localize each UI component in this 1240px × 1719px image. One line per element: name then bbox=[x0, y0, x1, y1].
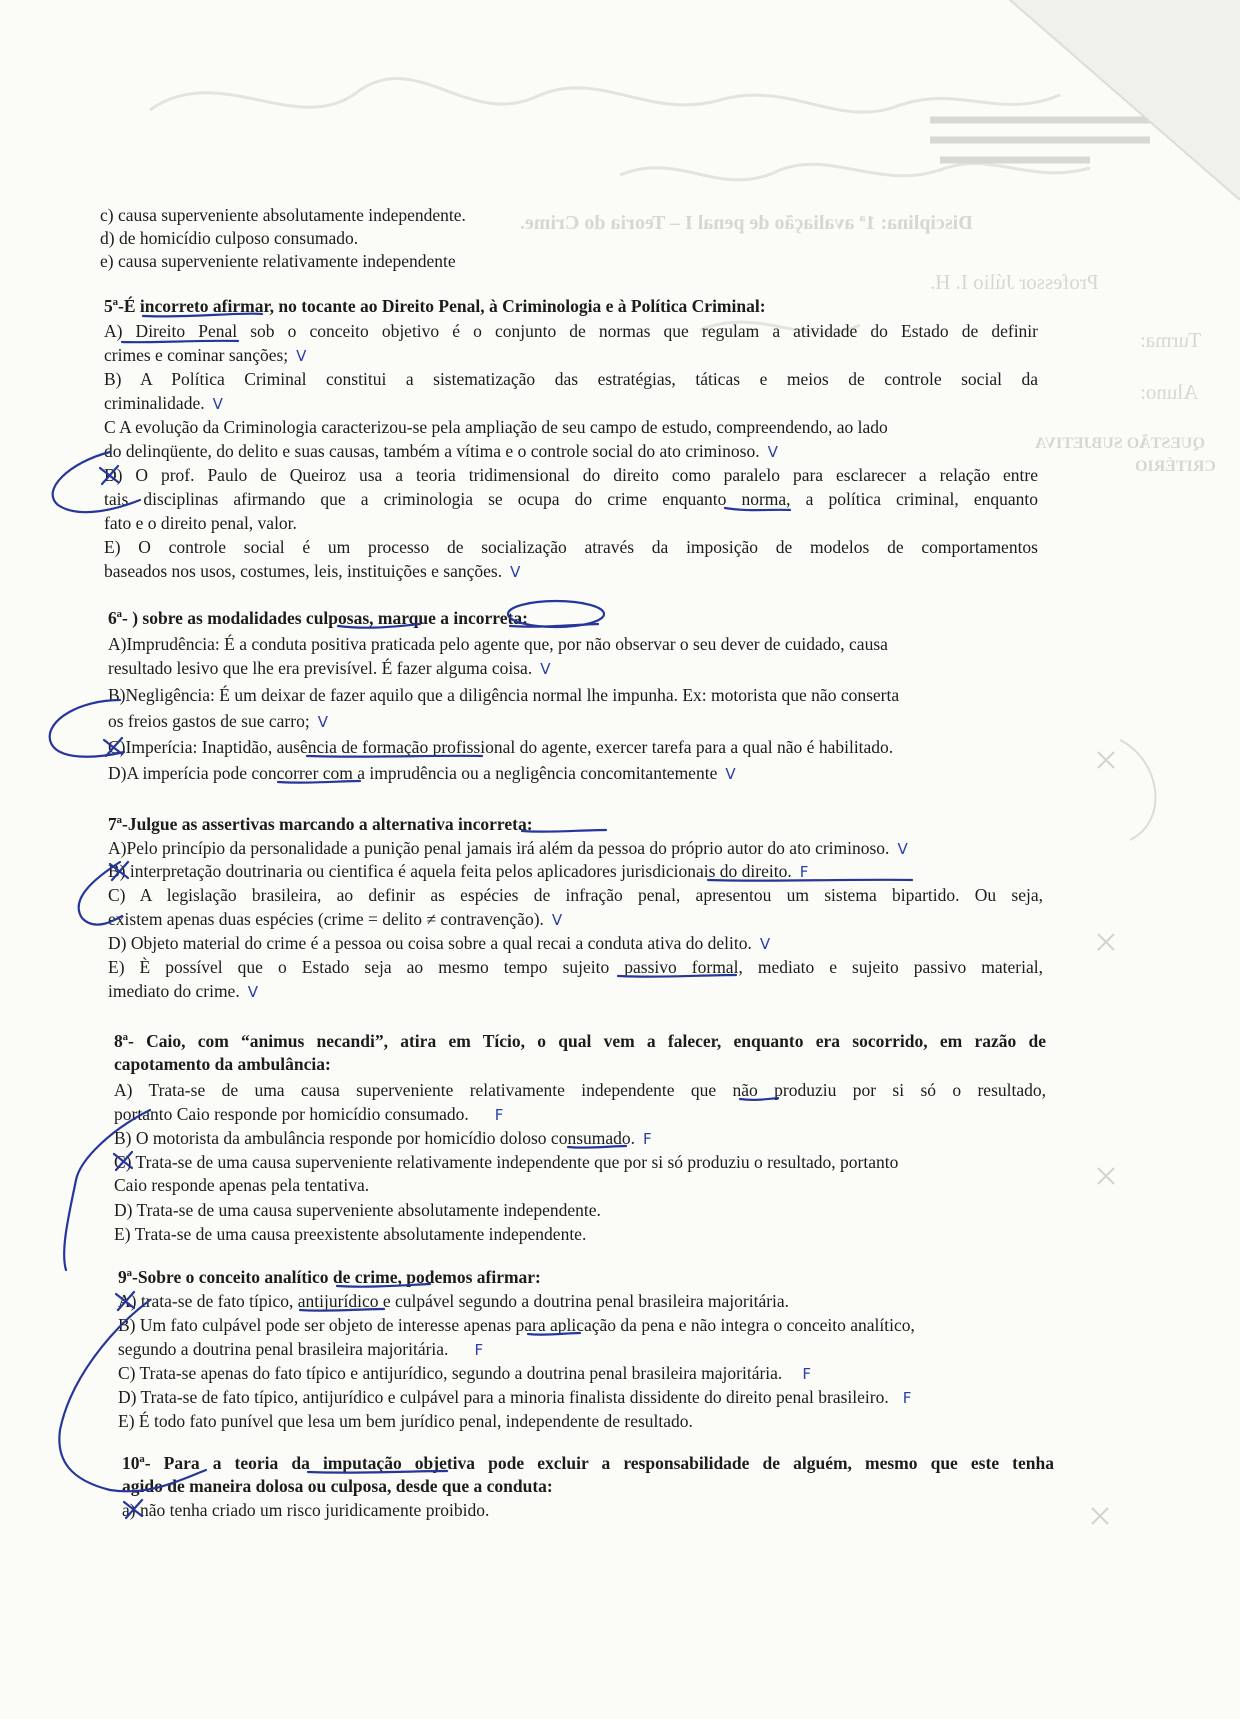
q6-option-c: C)Imperícia: Inaptidão, ausência de formação profissional do agente, exercer tarefa para a qual não é habilitado. bbox=[108, 737, 894, 757]
q5-option-e-cont: baseados nos usos, costumes, leis, instituições e sanções. V bbox=[104, 561, 521, 581]
false-mark: F bbox=[802, 1365, 811, 1383]
q5-option-a-cont: crimes e cominar sanções; V bbox=[104, 345, 307, 365]
q8-option-d: D) Trata-se de uma causa superveniente absolutamente independente. bbox=[114, 1200, 601, 1220]
q5-option-c: C A evolução da Criminologia caracterizou-se pela ampliação de seu campo de estudo, compreendendo, ao lado bbox=[104, 417, 888, 437]
question-6-heading: 6ª- ) sobre as modalidades culposas, marque a incorreta: bbox=[108, 608, 528, 628]
bleed-section: QUESTÃO SUBJETIVA bbox=[1035, 435, 1205, 452]
q7-option-a: A)Pelo princípio da personalidade a punição penal jamais irá além da pessoa do próprio autor do ato criminoso. V bbox=[108, 838, 908, 858]
question-7-heading: 7ª-Julgue as assertivas marcando a alternativa incorreta: bbox=[108, 814, 533, 834]
check-mark: V bbox=[317, 713, 328, 731]
q5-option-b-cont: criminalidade. V bbox=[104, 393, 223, 413]
false-mark: F bbox=[494, 1106, 504, 1124]
question-8-heading: 8ª- Caio, com “animus necandi”, atira em Tício, o qual vem a falecer, enquanto era socorrido, em razão de bbox=[114, 1031, 1046, 1051]
q7-option-e: E) È possível que o Estado seja ao mesmo tempo sujeito passivo formal, mediato e sujeito passivo material, bbox=[108, 957, 1043, 977]
false-mark: F bbox=[643, 1130, 652, 1148]
option-d-q4: d) de homicídio culposo consumado. bbox=[100, 228, 359, 248]
question-8-heading-cont: capotamento da ambulância: bbox=[114, 1054, 331, 1074]
q9-option-b-cont: segundo a doutrina penal brasileira majoritária. F bbox=[118, 1339, 484, 1359]
q6-option-a: A)Imprudência: É a conduta positiva praticada pelo agente que, por não observar o seu dever de cuidado, causa bbox=[108, 634, 888, 654]
q5-option-b: B) A Política Criminal constitui a sistematização das estratégias, táticas e meios de controle social da bbox=[104, 369, 1038, 389]
q6-option-b-cont: os freios gastos de sue carro; V bbox=[108, 711, 328, 731]
option-e-q4: e) causa superveniente relativamente independente bbox=[100, 251, 456, 271]
q6-option-d: D)A imperícia pode concorrer com a imprudência ou a negligência concomitantemente V bbox=[108, 763, 736, 783]
false-mark: F bbox=[474, 1341, 484, 1359]
check-mark: V bbox=[725, 765, 736, 783]
q7-option-c: C) A legislação brasileira, ao definir as espécies de infração penal, apresentou um sistema bipartido. Ou seja, bbox=[108, 885, 1043, 905]
bleed-professor: Professor Júlio I. H. bbox=[930, 270, 1099, 294]
check-mark: V bbox=[296, 347, 307, 365]
check-mark: V bbox=[759, 935, 771, 953]
q9-option-c: C) Trata-se apenas do fato típico e antijurídico, segundo a doutrina penal brasileira majoritária. F bbox=[118, 1363, 811, 1383]
q7-option-b: B) interpretação doutrinaria ou cientifica é aquela feita pelos aplicadores jurisdicionais do direito. F bbox=[108, 861, 809, 881]
q9-option-a: A) trata-se de fato típico, antijurídico e culpável segundo a doutrina penal brasileira majoritária. bbox=[118, 1291, 790, 1311]
q8-option-a-cont: portanto Caio responde por homicídio consumado. F bbox=[114, 1104, 504, 1124]
check-mark: V bbox=[897, 840, 908, 858]
q8-option-c-cont: Caio responde apenas pela tentativa. bbox=[114, 1175, 370, 1195]
question-5-heading: 5ª-É incorreto afirmar, no tocante ao Direito Penal, à Criminologia e à Política Criminal: bbox=[104, 296, 766, 316]
q10-option-a: a) não tenha criado um risco juridicamente proibido. bbox=[122, 1500, 490, 1520]
q7-option-c-cont: existem apenas duas espécies (crime = delito ≠ contravenção). V bbox=[108, 909, 563, 929]
bleed-aluno: Aluno: bbox=[1140, 380, 1199, 404]
q5-option-c-cont: do delinqüente, do delito e suas causas, também a vítima e o controle social do ato criminoso. V bbox=[104, 441, 778, 461]
q7-option-d: D) Objeto material do crime é a pessoa ou coisa sobre a qual recai a conduta ativa do delito. V bbox=[108, 933, 771, 953]
question-10-heading-cont: agido de maneira dolosa ou culposa, desde que a conduta: bbox=[122, 1476, 553, 1496]
q9-option-d: D) Trata-se de fato típico, antijurídico e culpável para a minoria finalista dissidente do direito penal brasileiro. F bbox=[118, 1387, 912, 1407]
arc-q8-bottom bbox=[64, 1180, 76, 1270]
q8-option-c: C) Trata-se de uma causa superveniente relativamente independente que por si só produziu o resultado, portanto bbox=[114, 1152, 899, 1172]
question-9-heading: 9ª-Sobre o conceito analítico de crime, podemos afirmar: bbox=[118, 1267, 541, 1287]
bleed-discipline: Disciplina: 1ª avaliação de penal I – Teoria do Crime. bbox=[520, 212, 973, 234]
q8-option-b: B) O motorista da ambulância responde por homicídio doloso consumado. F bbox=[114, 1128, 652, 1148]
q8-option-a: A) Trata-se de uma causa superveniente relativamente independente que não produziu por si só o resultado, bbox=[114, 1080, 1046, 1100]
q5-option-d: D) O prof. Paulo de Queiroz usa a teoria tridimensional do direito como paralelo para esclarecer a relação entre bbox=[104, 465, 1038, 485]
option-c-q4: c) causa superveniente absolutamente independente. bbox=[100, 205, 466, 225]
q5-option-a: A) Direito Penal sob o conceito objetivo é o conjunto de normas que regulam a atividade do Estado de definir bbox=[104, 321, 1038, 341]
q5-option-d-cont: tais disciplinas afirmando que a criminologia se ocupa do crime enquanto norma, a política criminal, enquanto bbox=[104, 489, 1038, 509]
check-mark: V bbox=[767, 443, 778, 461]
q5-option-e: E) O controle social é um processo de socialização através da imposição de modelos de comportamentos bbox=[104, 537, 1038, 557]
q9-option-e: E) É todo fato punível que lesa um bem jurídico penal, independente de resultado. bbox=[118, 1411, 693, 1431]
question-10-heading: 10ª- Para a teoria da imputação objetiva pode excluir a responsabilidade de alguém, mesmo que este tenha bbox=[122, 1453, 1054, 1473]
false-mark: F bbox=[799, 863, 809, 881]
underline-incorreta-7 bbox=[522, 830, 606, 832]
check-mark: V bbox=[510, 563, 521, 581]
q7-option-e-cont: imediato do crime. V bbox=[108, 981, 258, 1001]
check-mark: V bbox=[212, 395, 223, 413]
false-mark: F bbox=[902, 1389, 912, 1407]
check-mark: V bbox=[540, 660, 551, 678]
bleed-criterio: CRITÉRIO bbox=[1135, 458, 1216, 475]
q5-option-d-end: fato e o direito penal, valor. bbox=[104, 513, 297, 533]
q8-option-e: E) Trata-se de uma causa preexistente absolutamente independente. bbox=[114, 1224, 587, 1244]
check-mark: V bbox=[247, 983, 258, 1001]
q6-option-b: B)Negligência: É um deixar de fazer aquilo que a diligência normal lhe impunha. Ex: motorista que não conserta bbox=[108, 685, 900, 705]
check-mark: V bbox=[551, 911, 563, 929]
q6-option-a-cont: resultado lesivo que lhe era previsível. É fazer alguma coisa. V bbox=[108, 658, 551, 678]
bleed-turma: Turma: bbox=[1140, 328, 1202, 352]
q9-option-b: B) Um fato culpável pode ser objeto de interesse apenas para aplicação da pena e não integra o conceito analítico, bbox=[118, 1315, 915, 1335]
